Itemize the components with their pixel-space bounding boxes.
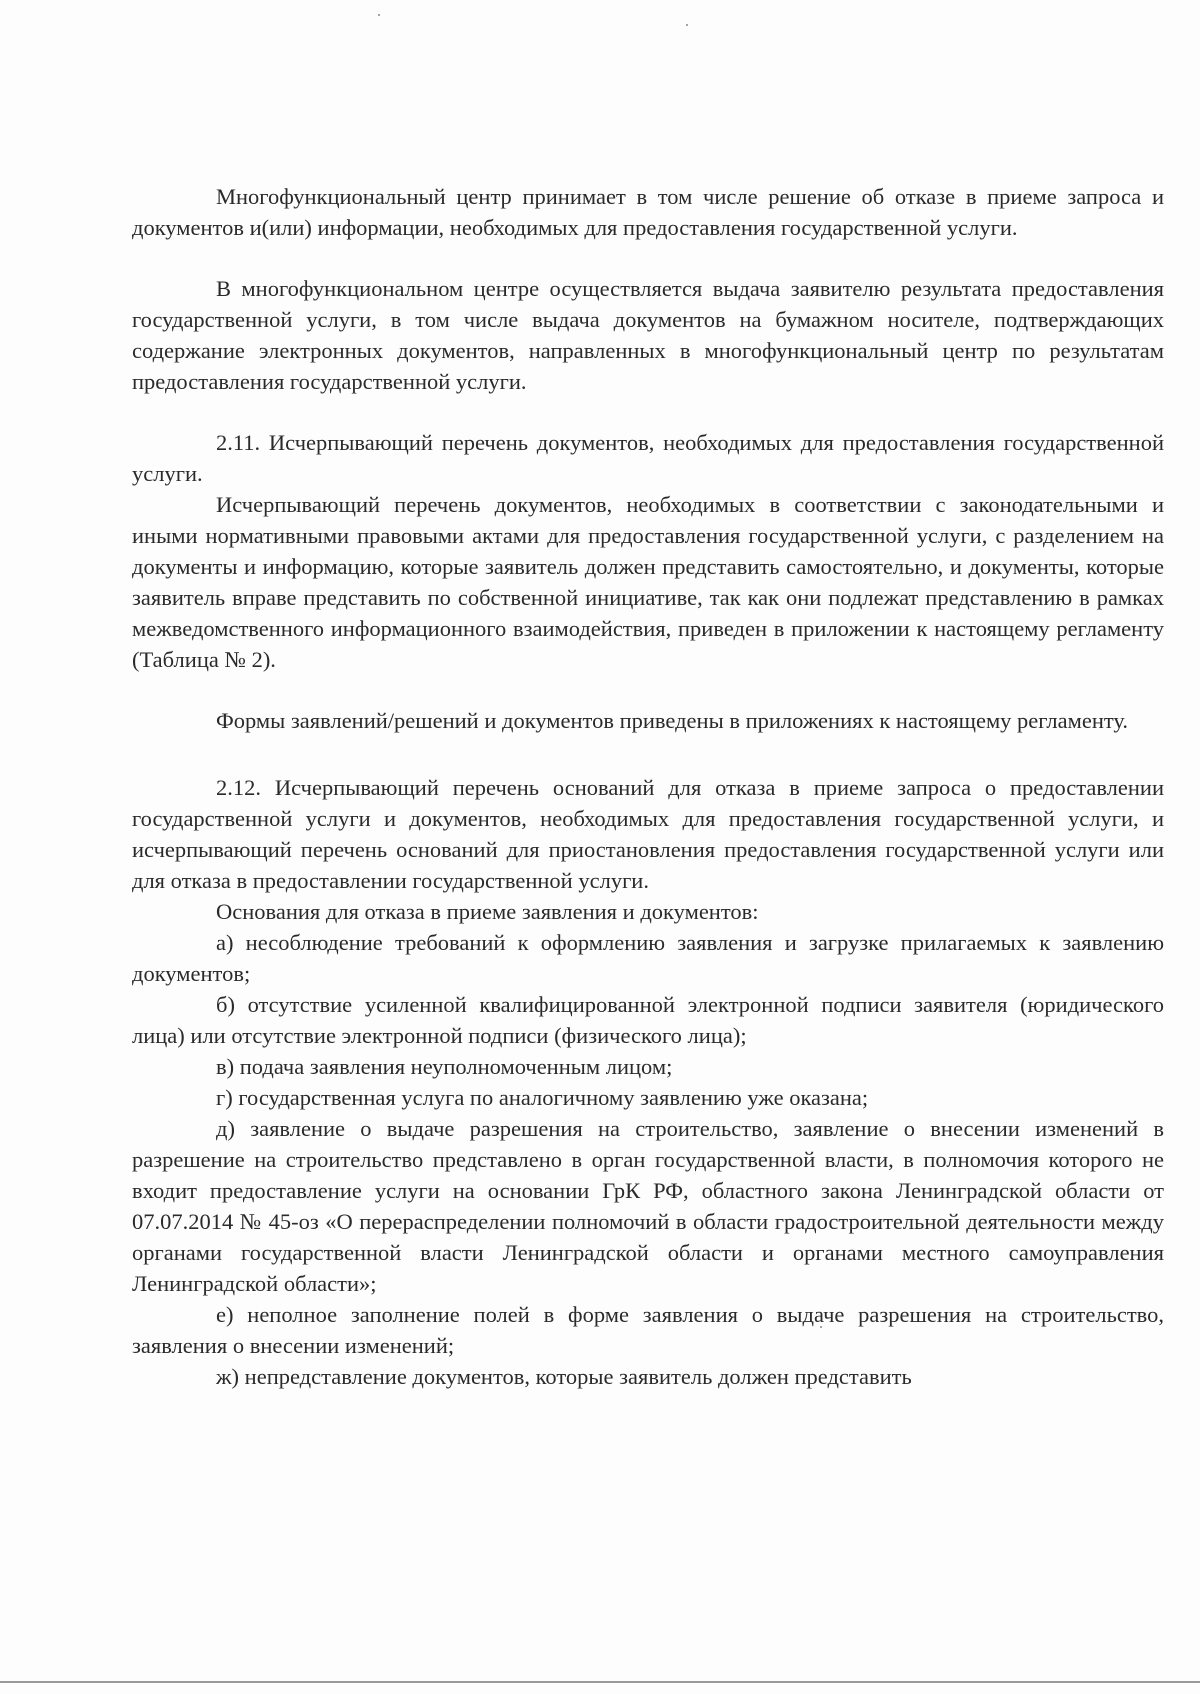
paragraph-mfc-decision: Многофункциональный центр принимает в том числе решение об отказе в приеме запроса и документов и(или) информации, необходимых для предоставления государственной услуги. xyxy=(132,184,1164,240)
section-heading-2-11: 2.11. Исчерпывающий перечень документов, необходимых для предоставления государственной услуги. xyxy=(132,430,1164,486)
paragraph-forms: Формы заявлений/решений и документов приведены в приложениях к настоящему регламенту. xyxy=(216,708,1129,733)
paragraph-mfc-issuance: В многофункциональном центре осуществляется выдача заявителю результата предоставления государственной услуги, в том числе выдача документов на бумажном носителе, подтверждающих содержание электронных документов, направленных в многофункциональный центр по результатам предоставления государственной услуги. xyxy=(132,276,1164,394)
section-heading-2-12: 2.12. Исчерпывающий перечень оснований для отказа в приеме запроса о предоставлении государственной услуги и документов, необходимых для предоставления государственной услуги, и исчерпывающий перечень оснований для приостановления предоставления государственной услуги или для отказа в предоставлении государственной услуги. xyxy=(132,775,1164,893)
list-item-v: в) подача заявления неуполномоченным лицом; xyxy=(216,1054,673,1079)
list-item-zh: ж) непредставление документов, которые заявитель должен представить xyxy=(216,1364,912,1389)
scan-edge-line xyxy=(0,1681,1200,1683)
list-item-a: а) несоблюдение требований к оформлению заявления и загрузке прилагаемых к заявлению документов; xyxy=(132,930,1164,986)
paragraph-refusal-grounds: Основания для отказа в приеме заявления и документов: xyxy=(216,899,759,924)
paragraph-document-list: Исчерпывающий перечень документов, необходимых в соответствии с законодательными и иными нормативными правовыми актами для предоставления государственной услуги, с разделением на документы и информацию, которые заявитель должен представить самостоятельно, и документы, которые заявитель вправе представить по собственной инициативе, так как они подлежат представлению в рамках межведомственного информационного взаимодействия, приведен в приложении к настоящему регламенту (Таблица № 2). xyxy=(132,492,1164,672)
scan-speck xyxy=(378,14,380,16)
list-item-e: е) неполное заполнение полей в форме заявления о выдаче разрешения на строительство, заявления о внесении изменений; xyxy=(132,1302,1164,1358)
document-body xyxy=(132,181,1164,1392)
list-item-g: г) государственная услуга по аналогичному заявлению уже оказана; xyxy=(216,1085,869,1110)
list-item-d: д) заявление о выдаче разрешения на строительство, заявление о внесении изменений в разрешение на строительство представлено в орган государственной власти, в полномочия которого не входит предоставление услуги на основании ГрК РФ, областного закона Ленинградской области от 07.07.2014 № 45-оз «О перераспределении полномочий в области градостроительной деятельности между органами государственной власти Ленинградской области и органами местного самоуправления Ленинградской области»; xyxy=(132,1116,1164,1296)
list-item-b: б) отсутствие усиленной квалифицированной электронной подписи заявителя (юридического лица) или отсутствие электронной подписи (физического лица); xyxy=(132,992,1164,1048)
scan-speck xyxy=(686,24,688,26)
